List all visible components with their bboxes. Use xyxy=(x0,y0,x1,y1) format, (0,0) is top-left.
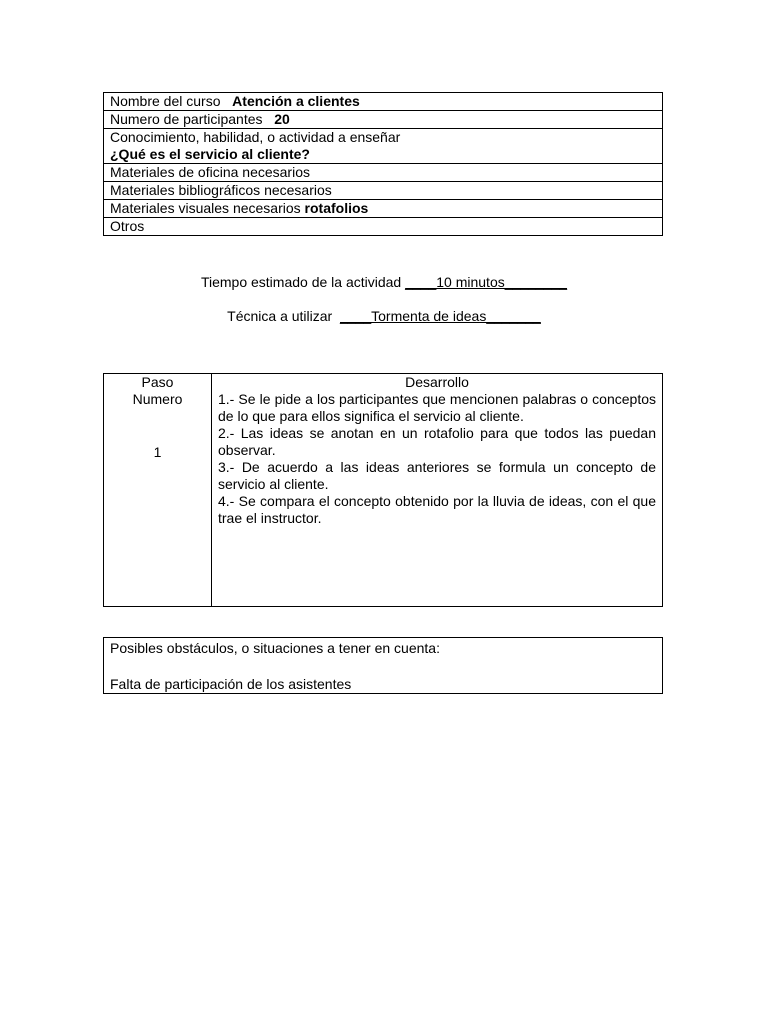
header-numero: Numero xyxy=(132,391,183,407)
step-number-cell xyxy=(104,374,212,607)
estimated-time-line xyxy=(0,273,768,291)
knowledge-value: ¿Qué es el servicio al cliente? xyxy=(110,146,310,162)
header-desarrollo: Desarrollo xyxy=(405,374,469,390)
step-item: 4.- Se compara el concepto obtenido por la lluvia de ideas, con el que trae el instructor. xyxy=(218,493,656,526)
knowledge-label: Conocimiento, habilidad, o actividad a enseñar xyxy=(110,129,401,145)
biblio-materials-row xyxy=(104,182,663,200)
estimated-time-value: ____10 minutos________ xyxy=(405,274,568,290)
steps-table xyxy=(103,373,663,607)
technique-value: ____Tormenta de ideas_______ xyxy=(340,308,541,324)
obstacles-row xyxy=(104,638,663,694)
knowledge-row xyxy=(104,129,663,164)
technique-label: Técnica a utilizar xyxy=(227,308,333,324)
participants-label: Numero de participantes xyxy=(110,111,263,127)
visual-materials-row xyxy=(104,200,663,218)
steps-row xyxy=(104,374,663,607)
visual-materials-label: Materiales visuales necesarios xyxy=(110,200,301,216)
office-materials-row xyxy=(104,164,663,182)
office-materials-label: Materiales de oficina necesarios xyxy=(110,164,310,180)
step-item: 1.- Se le pide a los participantes que mencionen palabras o conceptos de lo que para ellos significa el servicio al cliente. xyxy=(218,391,656,424)
header-paso: Paso xyxy=(141,374,174,390)
biblio-materials-label: Materiales bibliográficos necesarios xyxy=(110,182,332,198)
participants-value: 20 xyxy=(274,111,290,127)
development-cell xyxy=(212,374,663,607)
participants-row xyxy=(104,111,663,129)
spacer xyxy=(110,657,656,675)
obstacles-value: Falta de participación de los asistentes xyxy=(110,676,352,692)
estimated-time-label: Tiempo estimado de la actividad xyxy=(200,274,402,290)
course-name-value: Atención a clientes xyxy=(232,93,360,109)
technique-line xyxy=(0,307,768,325)
others-row xyxy=(104,218,663,236)
others-label: Otros xyxy=(110,218,145,234)
step-item: 2.- Las ideas se anotan en un rotafolio para que todos las puedan observar. xyxy=(218,425,656,458)
course-info-table xyxy=(103,92,663,236)
obstacles-table xyxy=(103,637,663,694)
visual-materials-value: rotafolios xyxy=(304,200,369,216)
course-name-row xyxy=(104,93,663,111)
course-name-label: Nombre del curso xyxy=(110,93,221,109)
step-number: 1 xyxy=(153,444,162,460)
step-item: 3.- De acuerdo a las ideas anteriores se formula un concepto de servicio al cliente. xyxy=(218,459,656,492)
obstacles-label: Posibles obstáculos, o situaciones a tener en cuenta: xyxy=(110,640,440,656)
